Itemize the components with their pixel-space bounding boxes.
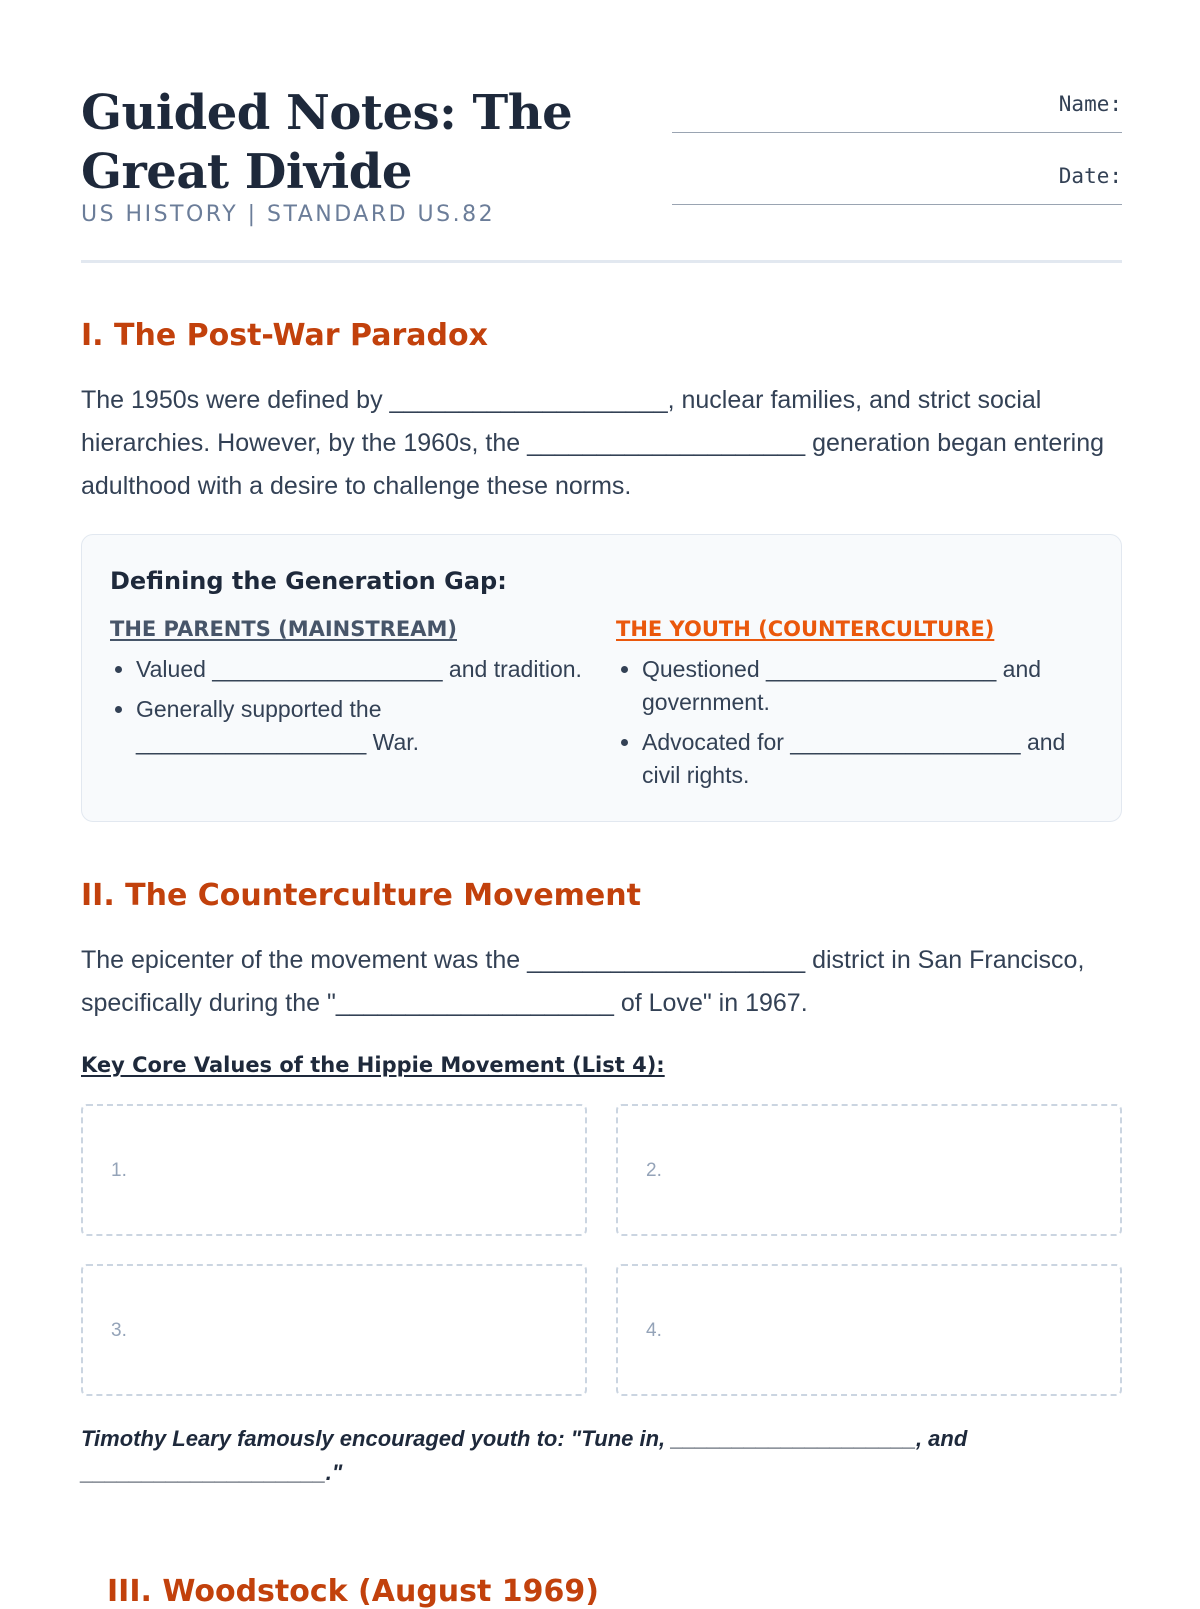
box-number: 1.: [111, 1160, 127, 1181]
header-divider: [81, 260, 1122, 263]
youth-column: [616, 617, 1096, 799]
leary-quote: Timothy Leary famously encouraged youth to: "Tune in, ____________________, and ____________________.": [81, 1426, 968, 1485]
list-item: • Advocated for __________________ and civil rights.: [642, 726, 1096, 792]
name-label: Name:: [1058, 92, 1122, 116]
generation-gap-title: Defining the Generation Gap:: [110, 567, 507, 595]
list-item: • Generally supported the __________________ War.: [136, 693, 590, 759]
list-item: • Valued __________________ and tradition.: [136, 653, 590, 686]
section-paragraph-post-war: The 1950s were defined by ____________________, nuclear families, and strict social hierarchies. However, by the 1960s, the ____________________ generation began entering adulthood with a desire to challenge these norms.: [81, 386, 1105, 500]
course-subtitle: US HISTORY | STANDARD US.82: [81, 202, 496, 227]
box-number: 4.: [646, 1320, 662, 1341]
core-value-box-3[interactable]: [81, 1264, 587, 1396]
parents-list: [110, 653, 590, 759]
name-field[interactable]: [672, 92, 1122, 133]
generation-gap-box: [81, 534, 1122, 822]
page-title: Guided Notes: The Great Divide: [81, 85, 573, 200]
box-number: 3.: [111, 1320, 127, 1341]
parents-column: [110, 617, 590, 766]
core-values-title: Key Core Values of the Hippie Movement (List 4):: [81, 1053, 665, 1077]
core-value-box-4[interactable]: [616, 1264, 1122, 1396]
box-number: 2.: [646, 1160, 662, 1181]
section-heading-woodstock: III. Woodstock (August 1969): [107, 1574, 599, 1609]
youth-list: [616, 653, 1096, 792]
section-heading-post-war: I. The Post-War Paradox: [81, 318, 488, 353]
parents-column-title: THE PARENTS (MAINSTREAM): [110, 617, 457, 641]
core-value-box-2[interactable]: [616, 1104, 1122, 1236]
youth-column-title: THE YOUTH (COUNTERCULTURE): [616, 617, 995, 641]
date-label: Date:: [1058, 164, 1122, 188]
worksheet-header: [81, 84, 1122, 264]
section-heading-counterculture: II. The Counterculture Movement: [81, 878, 641, 913]
list-item: • Questioned __________________ and government.: [642, 653, 1096, 719]
core-value-box-1[interactable]: [81, 1104, 587, 1236]
section-paragraph-counterculture: The epicenter of the movement was the ____________________ district in San Francisco, specifically during the "____________________ of Love" in 1967.: [81, 946, 1085, 1017]
date-field[interactable]: [672, 164, 1122, 205]
